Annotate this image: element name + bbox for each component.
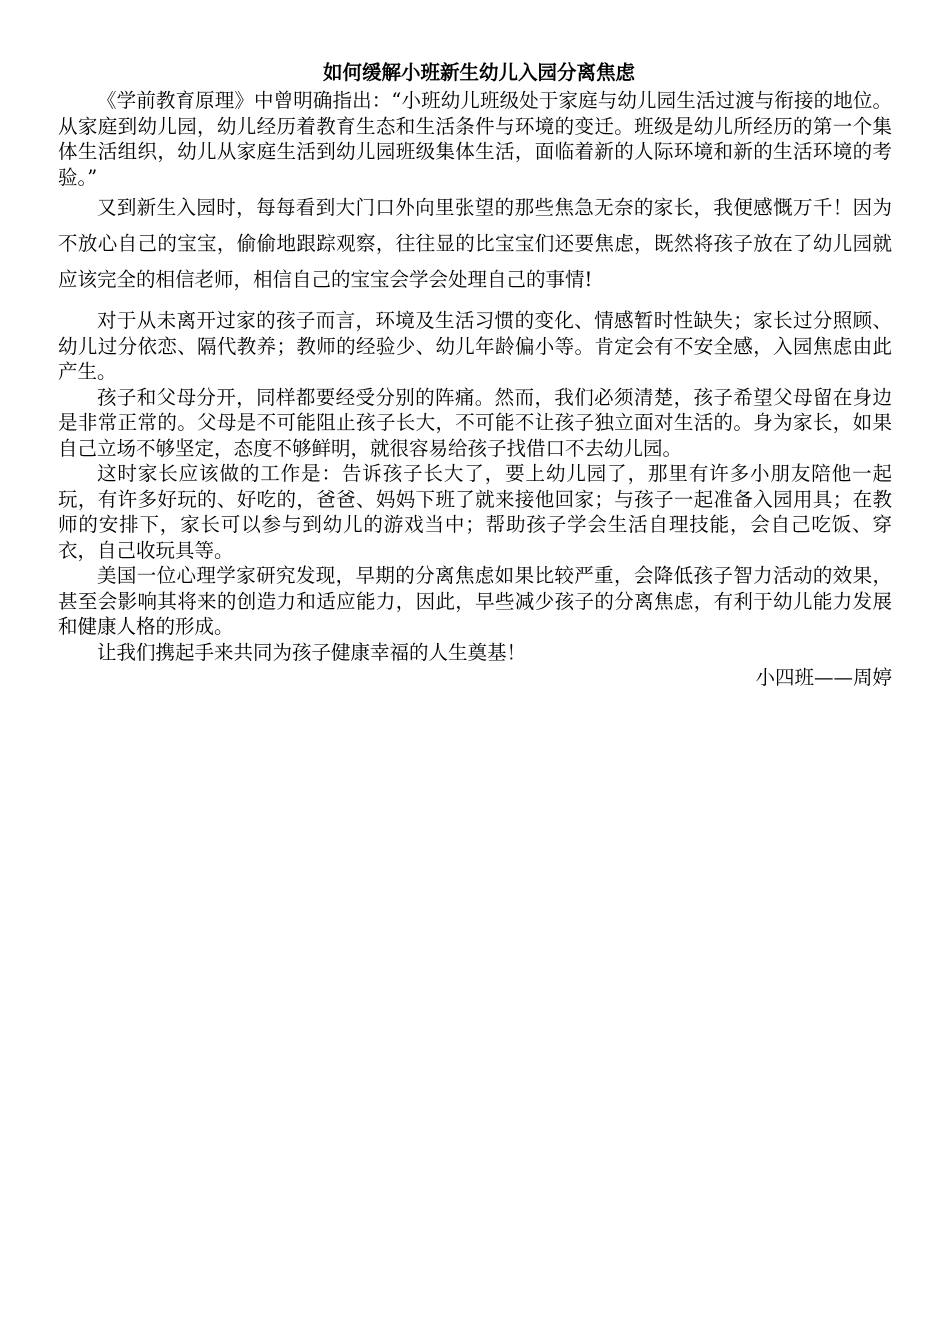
- paragraph-separation: 孩子和父母分开，同样都要经受分别的阵痛。然而，我们必须清楚，孩子希望父母留在身边是非常正常的。父母是不可能阻止孩子长大，不可能不让孩子独立面对生活的。身为家长，如果自己立场不够坚定，态度不够鲜明，就很容易给孩子找借口不去幼儿园。: [58, 385, 892, 460]
- document-title: 如何缓解小班新生幼儿入园分离焦虑: [322, 61, 635, 84]
- signature: 小四班——周婷: [755, 666, 892, 689]
- document-page: [58, 60, 892, 691]
- paragraph-causes: 对于从未离开过家的孩子而言，环境及生活习惯的变化、情感暂时性缺失；家长过分照顾、幼儿过分依恋、隔代教养；教师的经验少、幼儿年龄偏小等。肯定会有不安全感，入园焦虑由此产生。: [58, 309, 892, 383]
- paragraph-parent-tasks: 这时家长应该做的工作是：告诉孩子长大了，要上幼儿园了，那里有许多小朋友陪他一起玩，有许多好玩的、好吃的，爸爸、妈妈下班了就来接他回家；与孩子一起准备入园用具；在教师的安排下，家长可以参与到幼儿的游戏当中；帮助孩子学会生活自理技能，会自己吃饭、穿衣，自己收玩具等。: [58, 462, 892, 562]
- paragraph-quote: 《学前教育原理》中曾明确指出：“小班幼儿班级处于家庭与幼儿园生活过渡与衔接的地位。从家庭到幼儿园，幼儿经历着教育生态和生活条件与环境的变迁。班级是幼儿所经历的第一个集体生活组织，幼儿从家庭生活到幼儿园班级集体生活，面临着新的人际环境和新的生活环境的考验。”: [58, 89, 892, 189]
- paragraph-closing: 让我们携起手来共同为孩子健康幸福的人生奠基！: [97, 640, 527, 664]
- paragraph-new-students: 又到新生入园时，每每看到大门口外向里张望的那些焦急无奈的家长，我便感慨万千！因为不放心自己的宝宝，偷偷地跟踪观察，往往显的比宝宝们还要焦虑，既然将孩子放在了幼儿园就应该完全的相信老师，相信自己的宝宝会学会处理自己的事情!: [58, 196, 892, 291]
- paragraph-research: 美国一位心理学家研究发现，早期的分离焦虑如果比较严重，会降低孩子智力活动的效果，甚至会影响其将来的创造力和适应能力，因此，早些减少孩子的分离焦虑，有利于幼儿能力发展和健康人格的形成。: [58, 564, 892, 638]
